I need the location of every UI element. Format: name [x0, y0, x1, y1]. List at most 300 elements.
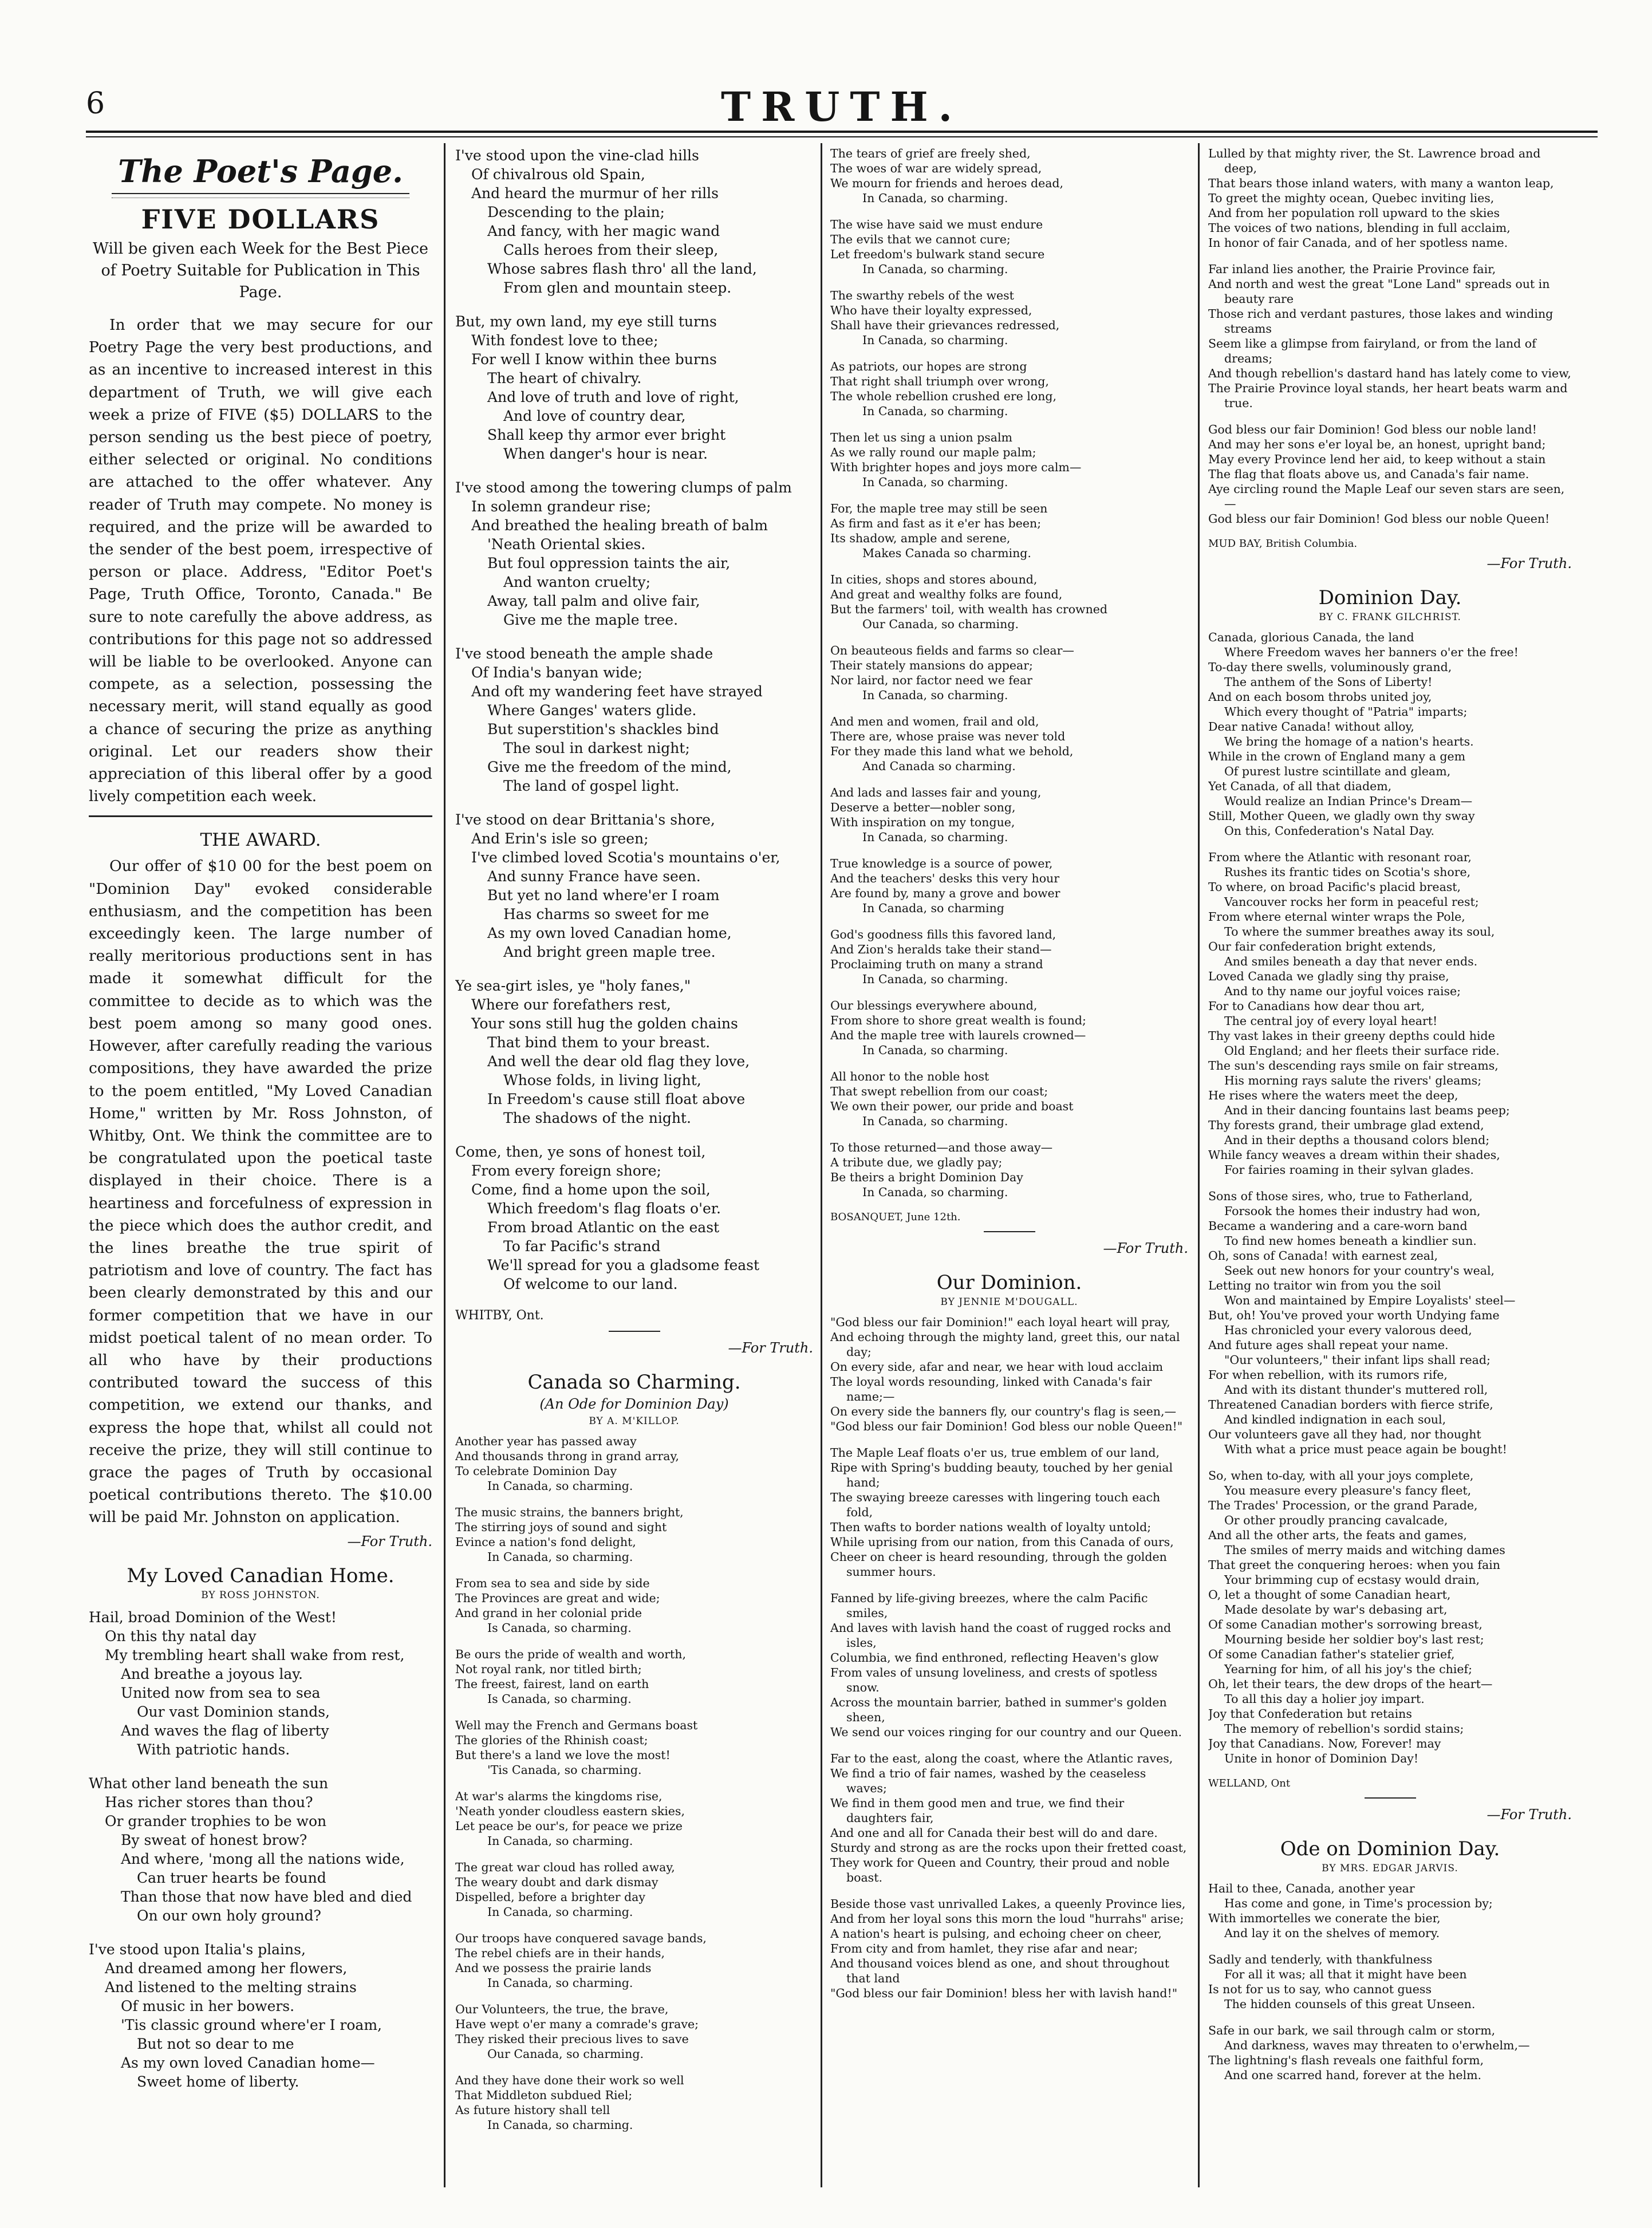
- verse-line: And all the other arts, the feats and games,: [1208, 1528, 1467, 1542]
- verse-line: And lads and lasses fair and young,: [830, 786, 1042, 799]
- verse-line: And bright green maple tree.: [503, 944, 716, 960]
- verse-line: My trembling heart shall wake from rest,: [105, 1646, 405, 1663]
- verse-line: From every foreign shore;: [471, 1162, 661, 1179]
- verse-line: Let freedom's bulwark stand secure: [830, 247, 1045, 261]
- credit-line: —For Truth.: [1103, 1240, 1188, 1256]
- stanza: [830, 1591, 1188, 1740]
- verse-line: By sweat of honest brow?: [121, 1831, 307, 1848]
- verse-line: In Canada, so charming.: [862, 1114, 1008, 1128]
- verse-line: In Canada, so charming.: [487, 1834, 633, 1848]
- stanza: [455, 1505, 813, 1564]
- prize-heading: FIVE DOLLARS: [141, 204, 380, 235]
- verse-line: Our fair confederation bright extends,: [1208, 940, 1436, 953]
- verse-line: Of some Canadian mother's sorrowing breast,: [1208, 1618, 1483, 1631]
- verse-line: I've stood among the towering clumps of palm: [455, 479, 792, 496]
- verse-line: The stirring joys of sound and sight: [455, 1520, 667, 1534]
- stanza: [455, 2002, 813, 2061]
- verse-line: In solemn grandeur rise;: [471, 498, 652, 515]
- verse-line: For all it was; all that it might have been: [1224, 1967, 1467, 1981]
- verse-line: While uprising from our nation, from this Canada of ours,: [830, 1535, 1174, 1549]
- verse-line: And Erin's isle so green;: [471, 830, 649, 847]
- verse-line: The central joy of every loyal heart!: [1224, 1014, 1438, 1028]
- verse-line: "Our volunteers," their infant lips shall read;: [1224, 1353, 1491, 1367]
- verse-line: "God bless our fair Dominion! God bless our noble Queen!": [830, 1419, 1183, 1433]
- verse-line: Sturdy and strong as are the rocks upon their fretted coast,: [830, 1841, 1187, 1855]
- poem-body: [455, 1434, 813, 2132]
- stanza: [830, 643, 1188, 703]
- verse-line: The music strains, the banners bright,: [455, 1505, 684, 1519]
- stanza: [830, 998, 1188, 1058]
- stanza: [455, 810, 813, 961]
- verse-line: Come, then, ye sons of honest toil,: [455, 1143, 706, 1160]
- section-title: The Poet's Page.: [118, 153, 403, 190]
- stanza: [830, 1069, 1188, 1129]
- verse-line: The smiles of merry maids and witching dames: [1224, 1543, 1505, 1557]
- divider: [609, 1331, 660, 1332]
- stanza: [1208, 850, 1572, 1177]
- verse-line: Has chronicled your every valorous deed,: [1224, 1323, 1472, 1337]
- verse-line: Our Canada, so charming.: [862, 617, 1019, 631]
- verse-line: Aye circling round the Maple Leaf our seven stars are seen,—: [1208, 482, 1565, 511]
- stanza: [830, 1445, 1188, 1579]
- verse-line: Which every thought of "Patria" imparts;: [1224, 705, 1468, 719]
- verse-line: The Maple Leaf floats o'er us, true emblem of our land,: [830, 1446, 1160, 1460]
- verse-line: Sweet home of liberty.: [137, 2073, 299, 2090]
- verse-line: In honor of fair Canada, and of her spotless name.: [1208, 236, 1508, 250]
- verse-line: Unite in honor of Dominion Day!: [1224, 1752, 1419, 1765]
- poem-title: Our Dominion.: [936, 1271, 1082, 1294]
- verse-line: In Canada, so charming.: [862, 1043, 1008, 1057]
- verse-line: There are, whose praise was never told: [830, 729, 1066, 743]
- verse-line: Across the mountain barrier, bathed in summer's golden sheen,: [830, 1695, 1167, 1724]
- verse-line: We'll spread for you a gladsome feast: [487, 1257, 760, 1273]
- verse-line: The Prairie Province loyal stands, her heart beats warm and true.: [1208, 381, 1568, 410]
- verse-line: I've stood on dear Brittania's shore,: [455, 811, 715, 828]
- column-1: [89, 146, 432, 2184]
- stanza: [455, 2073, 813, 2132]
- verse-line: Of some Canadian father's statelier grief,: [1208, 1647, 1455, 1661]
- verse-line: Where our forefathers rest,: [471, 996, 671, 1013]
- signature-place: MUD BAY, British Columbia.: [1208, 538, 1358, 550]
- verse-line: Your sons still hug the golden chains: [471, 1015, 738, 1032]
- verse-line: They risked their precious lives to save: [455, 2032, 689, 2046]
- verse-line: In Canada, so charming: [862, 901, 1004, 915]
- verse-line: And in their depths a thousand colors blend;: [1224, 1133, 1490, 1147]
- verse-line: From glen and mountain steep.: [503, 279, 732, 296]
- verse-line: But, oh! You've proved your worth Undying fame: [1208, 1308, 1500, 1322]
- verse-line: Still, Mother Queen, we gladly own thy sway: [1208, 809, 1475, 823]
- verse-line: We find a trio of fair names, washed by the ceaseless waves;: [830, 1766, 1146, 1795]
- verse-line: The glories of the Rhinish coast;: [455, 1733, 648, 1747]
- poem-body: [89, 1608, 432, 2091]
- stanza: [1208, 1468, 1572, 1766]
- verse-line: As my own loved Canadian home,: [487, 925, 732, 941]
- verse-line: Calls heroes from their sleep,: [503, 242, 719, 258]
- verse-line: Are found by, many a grove and bower: [830, 886, 1060, 900]
- verse-line: As future history shall tell: [455, 2103, 610, 2117]
- verse-line: The sun's descending rays smile on fair streams,: [1208, 1059, 1499, 1072]
- verse-line: Our volunteers gave all they had, nor thought: [1208, 1428, 1481, 1441]
- verse-line: Come, find a home upon the soil,: [471, 1181, 711, 1198]
- stanza: [455, 1718, 813, 1777]
- verse-line: Can truer hearts be found: [137, 1869, 326, 1886]
- verse-line: Safe in our bark, we sail through calm or storm,: [1208, 2024, 1496, 2037]
- verse-line: Ye sea-girt isles, ye "holy fanes,": [455, 977, 691, 994]
- signature-place: WELLAND, Ont: [1208, 1777, 1291, 1789]
- verse-line: The wise have said we must endure: [830, 218, 1043, 231]
- stanza: [89, 1774, 432, 1925]
- verse-line: From broad Atlantic on the east: [487, 1219, 720, 1236]
- verse-line: And men and women, frail and old,: [830, 715, 1039, 728]
- verse-line: Of chivalrous old Spain,: [471, 166, 645, 183]
- verse-line: And thousand voices blend as one, and shout throughout that land: [830, 1957, 1169, 1985]
- verse-line: Proclaiming truth on many a strand: [830, 957, 1043, 971]
- verse-line: From where the Atlantic with resonant roar,: [1208, 850, 1472, 864]
- verse-line: Of purest lustre scintillate and gleam,: [1224, 764, 1451, 778]
- verse-line: And love of truth and love of right,: [487, 389, 739, 405]
- verse-line: Has richer stores than thou?: [105, 1793, 313, 1811]
- verse-line: The woes of war are widely spread,: [830, 161, 1042, 175]
- verse-line: Nor laird, nor factor need we fear: [830, 673, 1032, 687]
- verse-line: And may her sons e'er loyal be, an honest, upright band;: [1208, 437, 1546, 451]
- verse-line: I've stood upon the vine-clad hills: [455, 147, 699, 164]
- verse-line: Became a wandering and a care-worn band: [1208, 1219, 1468, 1233]
- stanza: [455, 976, 813, 1127]
- verse-line: Threatened Canadian borders with fierce strife,: [1208, 1398, 1493, 1411]
- verse-line: Mourning beside her soldier boy's last rest;: [1224, 1632, 1484, 1646]
- verse-line: But foul oppression taints the air,: [487, 555, 731, 571]
- stanza: [455, 1860, 813, 1919]
- stanza: [455, 1142, 813, 1294]
- verse-line: The land of gospel light.: [503, 778, 680, 794]
- verse-line: Its shadow, ample and serene,: [830, 531, 1011, 545]
- verse-line: Dear native Canada! without alloy,: [1208, 720, 1414, 734]
- verse-line: Is not for us to say, who cannot guess: [1208, 1982, 1432, 1996]
- stanza: [830, 501, 1188, 561]
- verse-line: Won and maintained by Empire Loyalists' steel—: [1224, 1294, 1516, 1307]
- poem-byline: BY C. FRANK GILCHRIST.: [1319, 612, 1461, 623]
- verse-line: And breathe a joyous lay.: [121, 1665, 303, 1682]
- verse-line: Canada, glorious Canada, the land: [1208, 630, 1414, 644]
- verse-line: And laves with lavish hand the coast of rugged rocks and isles,: [830, 1621, 1172, 1650]
- poem-title: Canada so Charming.: [527, 1371, 741, 1394]
- verse-line: Oh, sons of Canada! with earnest zeal,: [1208, 1249, 1438, 1263]
- verse-line: The tears of grief are freely shed,: [830, 147, 1031, 160]
- verse-line: "God bless our fair Dominion! bless her with lavish hand!": [830, 1986, 1178, 2000]
- verse-line: And breathed the healing breath of balm: [471, 517, 768, 534]
- masthead: TRUTH.: [721, 83, 963, 131]
- verse-line: And kindled indignation in each soul,: [1224, 1413, 1446, 1426]
- verse-line: Than those that now have bled and died: [121, 1888, 412, 1905]
- verse-line: The voices of two nations, blending in full acclaim,: [1208, 221, 1511, 235]
- verse-line: Give me the maple tree.: [503, 612, 679, 628]
- verse-line: For to Canadians how dear thou art,: [1208, 999, 1425, 1013]
- verse-line: But yet no land where'er I roam: [487, 887, 720, 904]
- verse-line: To where the summer breathes away its soul,: [1224, 925, 1495, 938]
- stanza: [1208, 1952, 1572, 2012]
- verse-line: I've climbed loved Scotia's mountains o'er,: [471, 849, 780, 866]
- stanza: [830, 359, 1188, 419]
- stanza: [455, 1647, 813, 1706]
- verse-line: Which freedom's flag floats o'er.: [487, 1200, 721, 1217]
- verse-line: And though rebellion's dastard hand has lately come to view,: [1208, 366, 1571, 380]
- poem-title: Dominion Day.: [1318, 586, 1462, 609]
- stanza: [455, 1931, 813, 1990]
- verse-line: Has charms so sweet for me: [503, 906, 709, 922]
- verse-line: Lulled by that mighty river, the St. Lawrence broad and deep,: [1208, 147, 1541, 175]
- stanza: [830, 146, 1188, 206]
- verse-line: Thy vast lakes in their greeny depths could hide: [1208, 1029, 1495, 1043]
- verse-line: We mourn for friends and heroes dead,: [830, 176, 1064, 190]
- verse-line: The flag that floats above us, and Canada's fair name.: [1208, 467, 1529, 481]
- verse-line: And where, 'mong all the nations wide,: [121, 1850, 405, 1867]
- stanza: [830, 1751, 1188, 1885]
- verse-line: The heart of chivalry.: [487, 370, 642, 387]
- verse-line: To those returned—and those away—: [830, 1141, 1053, 1154]
- verse-line: Yet Canada, of all that diadem,: [1208, 779, 1392, 793]
- verse-line: Our Volunteers, the true, the brave,: [455, 2002, 669, 2016]
- verse-line: The rebel chiefs are in their hands,: [455, 1946, 665, 1960]
- verse-line: Dispelled, before a brighter day: [455, 1890, 645, 1904]
- verse-line: But not so dear to me: [137, 2035, 294, 2052]
- verse-line: For they made this land what we behold,: [830, 744, 1074, 758]
- verse-line: Our troops have conquered savage bands,: [455, 1931, 707, 1945]
- verse-line: The loyal words resounding, linked with Canada's fair name;—: [830, 1375, 1152, 1403]
- poem-body: [830, 146, 1188, 1200]
- poem-title: My Loved Canadian Home.: [127, 1564, 395, 1587]
- verse-line: That bears those inland waters, with many a wanton leap,: [1208, 176, 1554, 190]
- credit-line: —For Truth.: [1487, 555, 1572, 571]
- verse-line: And love of country dear,: [503, 408, 686, 424]
- verse-line: Or grander trophies to be won: [105, 1812, 327, 1829]
- verse-line: The whole rebellion crushed ere long,: [830, 389, 1057, 403]
- verse-line: Let peace be our's, for peace we prize: [455, 1819, 683, 1833]
- verse-line: From shore to shore great wealth is found;: [830, 1014, 1086, 1027]
- verse-line: And grand in her colonial pride: [455, 1606, 642, 1620]
- verse-line: And lay it on the shelves of memory.: [1224, 1926, 1440, 1940]
- verse-line: What other land beneath the sun: [89, 1774, 329, 1792]
- verse-line: But, my own land, my eye still turns: [455, 313, 717, 330]
- verse-line: And listened to the melting strains: [105, 1978, 357, 1996]
- stanza: [89, 1940, 432, 2091]
- verse-line: In cities, shops and stores abound,: [830, 573, 1038, 586]
- verse-line: Away, tall palm and olive fair,: [487, 593, 700, 609]
- verse-line: Whose folds, in living light,: [503, 1072, 701, 1089]
- verse-line: On every side, afar and near, we hear with loud acclaim: [830, 1360, 1164, 1374]
- verse-line: The anthem of the Sons of Liberty!: [1224, 675, 1433, 689]
- stanza: [455, 478, 813, 629]
- divider: [984, 1231, 1035, 1232]
- verse-line: The Trades' Procession, or the grand Parade,: [1208, 1499, 1478, 1512]
- verse-line: With brighter hopes and joys more calm—: [830, 460, 1082, 474]
- verse-line: And heard the murmur of her rills: [471, 185, 719, 202]
- verse-line: And waves the flag of liberty: [121, 1722, 329, 1739]
- verse-line: In Canada, so charming.: [487, 1976, 633, 1990]
- verse-line: And great and wealthy folks are found,: [830, 587, 1063, 601]
- verse-line: The freest, fairest, land on earth: [455, 1677, 649, 1691]
- signature-place: BOSANQUET, June 12th.: [830, 1211, 961, 1223]
- verse-line: As we rally round our maple palm;: [830, 445, 1036, 459]
- verse-line: As firm and fast as it e'er has been;: [830, 516, 1042, 530]
- poem-byline: BY MRS. EDGAR JARVIS.: [1322, 1863, 1458, 1874]
- verse-line: Thy forests grand, their umbrage glad extend,: [1208, 1118, 1484, 1132]
- verse-line: To all this day a holier joy impart.: [1224, 1692, 1425, 1706]
- verse-line: In Canada, so charming.: [862, 262, 1008, 276]
- poem-body: [830, 1315, 1188, 2001]
- verse-line: That bind them to your breast.: [487, 1034, 711, 1051]
- verse-line: Seem like a glimpse from fairyland, or from the land of dreams;: [1208, 337, 1536, 365]
- verse-line: And to thy name our joyful voices raise;: [1224, 984, 1461, 998]
- stanza: [830, 856, 1188, 916]
- verse-line: Not royal rank, nor titled birth;: [455, 1662, 642, 1676]
- verse-line: In Canada, so charming.: [862, 404, 1008, 418]
- verse-line: And one scarred hand, forever at the helm.: [1224, 2068, 1482, 2082]
- verse-line: And with its distant thunder's muttered roll,: [1224, 1383, 1488, 1397]
- verse-line: And on each bosom throbs united joy,: [1208, 690, 1432, 704]
- poem-body: [1208, 630, 1572, 1766]
- verse-line: And darkness, waves may threaten to o'erwhelm,—: [1224, 2038, 1530, 2052]
- verse-line: "God bless our fair Dominion!" each loyal heart will pray,: [830, 1315, 1170, 1329]
- verse-line: And thousands throng in grand array,: [455, 1449, 679, 1463]
- verse-line: As my own loved Canadian home—: [121, 2054, 375, 2071]
- verse-line: Where Ganges' waters glide.: [487, 702, 697, 719]
- verse-line: In Canada, so charming.: [862, 191, 1008, 205]
- verse-line: Is Canada, so charming.: [487, 1692, 632, 1706]
- verse-line: Our Canada, so charming.: [487, 2047, 644, 2061]
- verse-line: When danger's hour is near.: [503, 445, 708, 462]
- stanza: [1208, 146, 1572, 250]
- verse-line: Whose sabres flash thro' all the land,: [487, 261, 757, 277]
- verse-line: Your brimming cup of ecstasy would drain,: [1224, 1573, 1480, 1587]
- verse-line: His morning rays salute the rivers' gleams;: [1224, 1074, 1482, 1087]
- verse-line: In Canada, so charming.: [862, 830, 1008, 844]
- verse-line: As patriots, our hopes are strong: [830, 360, 1027, 373]
- stanza: [830, 217, 1188, 277]
- verse-line: 'Tis Canada, so charming.: [487, 1763, 642, 1777]
- verse-line: Seek out new honors for your country's weal,: [1224, 1264, 1495, 1277]
- verse-line: The swarthy rebels of the west: [830, 289, 1014, 302]
- verse-line: Then let us sing a union psalm: [830, 431, 1012, 444]
- verse-line: With inspiration on my tongue,: [830, 815, 1015, 829]
- verse-line: Our blessings everywhere abound,: [830, 999, 1038, 1012]
- verse-line: From vales of unsung loveliness, and crests of spotless snow.: [830, 1666, 1158, 1694]
- verse-line: The evils that we cannot cure;: [830, 232, 1011, 246]
- stanza: [455, 1434, 813, 1493]
- stanza: [830, 785, 1188, 845]
- verse-line: Shall have their grievances redressed,: [830, 318, 1060, 332]
- verse-line: The hidden counsels of this great Unseen.: [1224, 1997, 1476, 2011]
- verse-line: Of music in her bowers.: [121, 1997, 295, 2014]
- stanza: [89, 1608, 432, 1759]
- verse-line: And the teachers' desks this very hour: [830, 872, 1060, 885]
- poem-body: [455, 146, 813, 1294]
- divider: [89, 815, 432, 817]
- verse-line: We send our voices ringing for our country and our Queen.: [830, 1725, 1182, 1739]
- verse-line: With patriotic hands.: [137, 1741, 290, 1758]
- stanza: [1208, 422, 1572, 526]
- divider: [1365, 1797, 1416, 1799]
- verse-line: And sunny France have seen.: [487, 868, 701, 885]
- header-rule-top: [86, 131, 1598, 133]
- verse-line: While in the crown of England many a gem: [1208, 750, 1466, 763]
- verse-line: Be ours the pride of wealth and worth,: [455, 1647, 687, 1661]
- verse-line: And they have done their work so well: [455, 2073, 684, 2087]
- poem-byline: BY A. M'KILLOP.: [589, 1415, 680, 1427]
- ornamental-rule: [112, 193, 409, 198]
- verse-line: And Zion's heralds take their stand—: [830, 943, 1052, 956]
- verse-line: In Canada, so charming.: [487, 1550, 633, 1564]
- verse-line: Has come and gone, in Time's procession by;: [1224, 1896, 1493, 1910]
- prize-subheading: Will be given each Week for the Best Piece of Poetry Suitable for Publication in This Page.: [93, 240, 428, 301]
- verse-line: God bless our fair Dominion! God bless our noble land!: [1208, 423, 1537, 436]
- verse-line: On our own holy ground?: [137, 1907, 321, 1924]
- verse-line: Hail, broad Dominion of the West!: [89, 1608, 337, 1626]
- verse-line: The lightning's flash reveals one faithful form,: [1208, 2053, 1484, 2067]
- verse-line: On this thy natal day: [105, 1627, 257, 1645]
- stanza: [455, 146, 813, 297]
- verse-line: I've stood upon Italia's plains,: [89, 1941, 306, 1958]
- stanza: [830, 1896, 1188, 2001]
- verse-line: With fondest love to thee;: [471, 332, 659, 349]
- verse-line: To celebrate Dominion Day: [455, 1464, 617, 1478]
- verse-line: The shadows of the night.: [503, 1110, 691, 1126]
- verse-line: In Canada, so charming.: [862, 972, 1008, 986]
- page-number: 6: [86, 86, 105, 121]
- column-4: [1208, 146, 1572, 2184]
- column-3: [830, 146, 1188, 2184]
- verse-line: With immortelles we conerate the bier,: [1208, 1911, 1441, 1925]
- verse-line: 'Neath yonder cloudless eastern skies,: [455, 1804, 685, 1818]
- verse-line: For fairies roaming in their sylvan glades.: [1224, 1163, 1474, 1177]
- verse-line: To far Pacific's strand: [503, 1238, 661, 1255]
- verse-line: 'Neath Oriental skies.: [487, 536, 646, 553]
- verse-line: In Canada, so charming.: [487, 1905, 633, 1919]
- column-rule: [821, 143, 822, 2187]
- intro-paragraph: In order that we may secure for our Poetry Page the very best productions, and as an incentive to increased interest in this department of Truth, we will give each week a prize of FIVE ($5) DOLLARS to the person sending us the best piece of poetry, either selected or original. No conditions are attached to the offer whatever. Any reader of Truth may compete. No money is required, and the prize will be awarded to the sender of the best poem, irrespective of person or place. Address, "Editor Poet's Page, Truth Office, Toronto, Canada." Be sure to note carefully the above address, as contributions for this page not so addressed will be liable to be overlooked. Anyone can compete, as a selection, possessing the necessary merit, will stand equally as good a chance of securing the prize as anything original. Let our readers show their appreciation of this liberal offer by a good lively competition each week.: [89, 316, 432, 806]
- verse-line: To find new homes beneath a kindlier sun.: [1224, 1234, 1477, 1248]
- page-header: [86, 83, 1598, 135]
- stanza: [1208, 2023, 1572, 2083]
- verse-line: Forsook the homes their industry had won,: [1224, 1204, 1481, 1218]
- verse-line: Of India's banyan wide;: [471, 664, 642, 681]
- verse-line: And the maple tree with laurels crowned—: [830, 1028, 1086, 1042]
- verse-line: On every side the banners fly, our country's flag is seen,—: [830, 1405, 1176, 1418]
- verse-line: We find in them good men and true, we find their daughters fair,: [830, 1796, 1125, 1825]
- verse-line: Sons of those sires, who, true to Fatherland,: [1208, 1189, 1473, 1203]
- credit-line: —For Truth.: [728, 1340, 813, 1356]
- poem-title: Ode on Dominion Day.: [1280, 1837, 1500, 1860]
- verse-line: Rushes its frantic tides on Scotia's shore,: [1224, 865, 1471, 879]
- verse-line: In Canada, so charming.: [487, 2118, 633, 2132]
- verse-line: For well I know within thee burns: [471, 351, 717, 368]
- verse-line: That right shall triumph over wrong,: [830, 374, 1049, 388]
- verse-line: Sadly and tenderly, with thankfulness: [1208, 1953, 1433, 1966]
- verse-line: And north and west the great "Lone Land" spreads out in beauty rare: [1208, 277, 1550, 306]
- verse-line: To where, on broad Pacific's placid breast,: [1208, 880, 1461, 894]
- verse-line: Then wafts to border nations wealth of loyalty untold;: [830, 1520, 1152, 1534]
- verse-line: And one and all for Canada their best will do and dare.: [830, 1826, 1158, 1840]
- verse-line: They work for Queen and Country, their proud and noble boast.: [830, 1856, 1170, 1884]
- stanza: [1208, 262, 1572, 411]
- verse-line: Their stately mansions do appear;: [830, 658, 1033, 672]
- verse-line: All honor to the noble host: [830, 1070, 989, 1083]
- verse-line: But there's a land we love the most!: [455, 1748, 671, 1762]
- verse-line: And in their dancing fountains last beams peep;: [1224, 1103, 1510, 1117]
- stanza: [1208, 630, 1572, 838]
- verse-line: God bless our fair Dominion! God bless our noble Queen!: [1208, 512, 1550, 526]
- verse-line: O, let a thought of some Canadian heart,: [1208, 1588, 1451, 1602]
- verse-line: Shall keep thy armor ever bright: [487, 427, 726, 443]
